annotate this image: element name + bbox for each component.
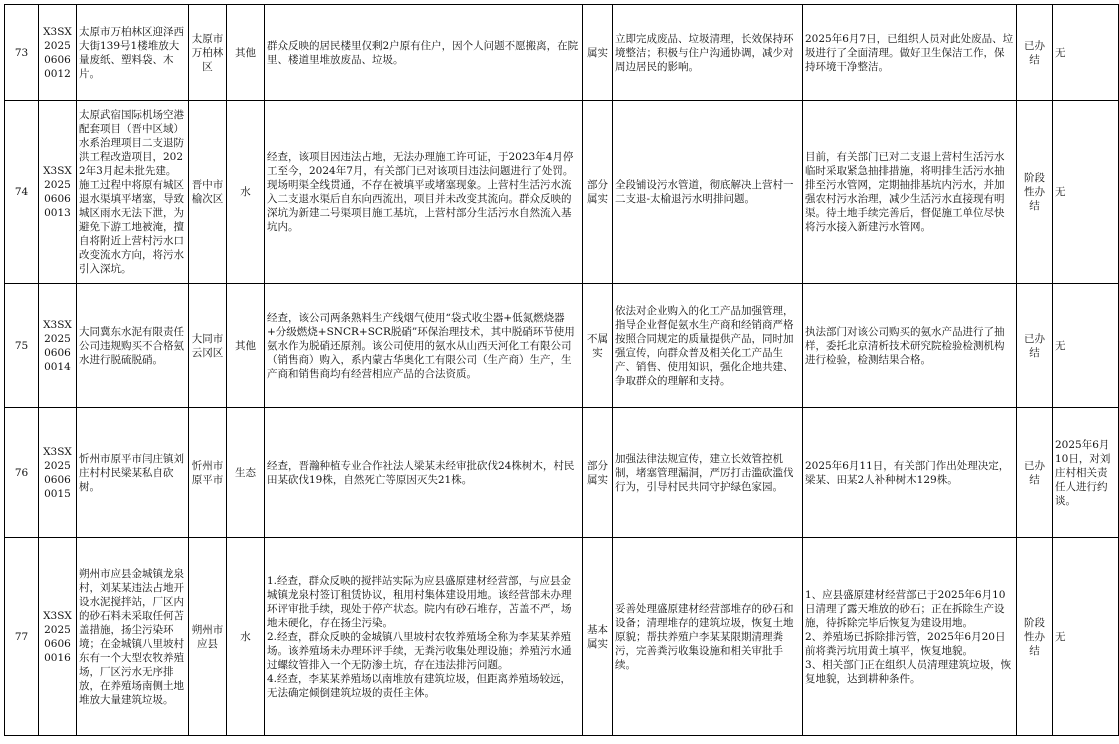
handling-plan: 妥善处理盛原建材经营部堆存的砂石和设备；清理堆存的建筑垃圾，恢复土地原貌；帮扶养殖户李某某限期清理粪污，完善粪污收集设施和相关审批手续。 (613, 538, 803, 736)
complaint-content: 忻州市原平市闫庄镇刘庄村村民梁某私自砍树。 (77, 408, 189, 538)
complaint-content: 太原武宿国际机场空港配套项目（晋中区域）水系治理项目二支退防洪工程改造项目，2022年3月起未批先建。施工过程中将原有城区退水渠填平堵塞，导致城区雨水无法下泄，为避免下游工地被淹，擅自将附近上营村污水口改变流水方向，将污水引入深坑。 (77, 101, 189, 284)
handling-plan: 全段铺设污水管道，彻底解决上营村一二支退-太榆退污水明排问题。 (613, 101, 803, 284)
verdict: 部分属实 (583, 408, 613, 538)
district: 太原市万柏林区 (189, 5, 227, 101)
table-row (5, 5, 1119, 101)
status: 阶段性办结 (1017, 538, 1053, 736)
table-row (5, 284, 1119, 408)
accountability: 无 (1053, 101, 1119, 284)
pollution-type: 其他 (227, 5, 265, 101)
case-code: X3SX202506060012 (39, 5, 77, 101)
district: 朔州市应县 (189, 538, 227, 736)
verdict: 部分属实 (583, 101, 613, 284)
verdict: 基本属实 (583, 538, 613, 736)
row-number: 73 (5, 5, 39, 101)
case-code: X3SX202506060014 (39, 284, 77, 408)
handling-result: 1、应县盛原建材经营部已于2025年6月10日清理了露天堆放的砂石；正在拆除生产设施，待拆除完毕后恢复为建设用地。 2、养殖场已拆除排污管，2025年6月20日前将粪污坑用黄土填平，恢复地貌。 3、相关部门正在组织人员清理建筑垃圾，恢复地貌，达到耕种条件。 (803, 538, 1017, 736)
complaint-content: 朔州市应县金城镇龙泉村，刘某某违法占地开设水泥搅拌站，厂区内的砂石料未采取任何苫盖措施，扬尘污染环境；在金城镇八里坡村东有一个大型农牧养殖场，厂区污水无序排放，在养殖场南侧土地堆放大量建筑垃圾。 (77, 538, 189, 736)
table-body (5, 5, 1119, 736)
case-code: X3SX202506060013 (39, 101, 77, 284)
district: 晋中市榆次区 (189, 101, 227, 284)
verdict: 属实 (583, 5, 613, 101)
pollution-type: 水 (227, 101, 265, 284)
accountability: 无 (1053, 538, 1119, 736)
accountability: 2025年6月10日，对刘庄村相关责任人进行约谈。 (1053, 408, 1119, 538)
status: 阶段性办结 (1017, 101, 1053, 284)
investigation: 群众反映的居民楼里仅剩2户原有住户，因个人问题不愿搬离，在院里、楼道里堆放废品、垃圾。 (265, 5, 583, 101)
complaint-table (4, 4, 1119, 736)
complaint-content: 大同冀东水泥有限责任公司违规购买不合格氨水进行脱硫脱硝。 (77, 284, 189, 408)
pollution-type: 水 (227, 538, 265, 736)
handling-result: 2025年6月11日，有关部门作出处理决定，梁某、田某2人补种树木129株。 (803, 408, 1017, 538)
case-code: X3SX202506060015 (39, 408, 77, 538)
investigation: 1.经查，群众反映的搅拌站实际为应县盛原建材经营部，与应县金城镇龙泉村签订租赁协议，租用村集体建设用地。该经营部未办理环评审批手续，现处于停产状态。院内有砂石堆存，苫盖不严，场地未硬化，存在扬尘污染。 2.经查，群众反映的金城镇八里坡村农牧养殖场全称为李某某养殖场。该养殖场未办理环评手续，无粪污收集处理设施；养殖污水通过螺纹管排入一个无防渗土坑，存在违法排污问题。 4.经查，李某某养殖场以南堆放有建筑垃圾，但距离养殖场较远，无法确定倾倒建筑垃圾的责任主体。 (265, 538, 583, 736)
row-number: 74 (5, 101, 39, 284)
pollution-type: 其他 (227, 284, 265, 408)
handling-result: 执法部门对该公司购买的氨水产品进行了抽样，委托北京清析技术研究院检验检测机构进行检验，检测结果合格。 (803, 284, 1017, 408)
handling-result: 目前，有关部门已对二支退上营村生活污水临时采取紧急抽排措施，将明排生活污水抽排至污水管网，定期抽排基坑内污水，并加强农村污水治理，减少生活污水直接现有明渠。待土地手续完善后，督促施工单位尽快将污水接入新建污水管网。 (803, 101, 1017, 284)
handling-plan: 加强法律法规宣传，建立长效管控机制，堵塞管理漏洞，严厉打击滥砍滥伐行为，引导村民共同守护绿色家园。 (613, 408, 803, 538)
row-number: 75 (5, 284, 39, 408)
handling-plan: 立即完成废品、垃圾清理，长效保持环境整洁；积极与住户沟通协调，减少对周边居民的影响。 (613, 5, 803, 101)
table-row (5, 538, 1119, 736)
verdict: 不属实 (583, 284, 613, 408)
investigation: 经查，该项目因违法占地，无法办理施工许可证，于2023年4月停工至今，2024年7月，有关部门已对该项目违法问题进行了处罚。现场明渠全线贯通，不存在被填平或堵塞现象。上营村生活污水流入二支退水渠后自东向西流出，项目并未改变其流向。群众反映的深坑为新建二号渠项目施工基坑，上营村部分生活污水自然流入基坑内。 (265, 101, 583, 284)
status: 已办结 (1017, 5, 1053, 101)
accountability: 无 (1053, 284, 1119, 408)
pollution-type: 生态 (227, 408, 265, 538)
district: 大同市云冈区 (189, 284, 227, 408)
handling-result: 2025年6月7日，已组织人员对此处废品、垃圾进行了全面清理。做好卫生保洁工作，保持环境干净整洁。 (803, 5, 1017, 101)
status: 已办结 (1017, 284, 1053, 408)
table-row (5, 101, 1119, 284)
status: 已办结 (1017, 408, 1053, 538)
accountability: 无 (1053, 5, 1119, 101)
row-number: 77 (5, 538, 39, 736)
district: 忻州市原平市 (189, 408, 227, 538)
complaint-content: 太原市万柏林区迎泽西大街139号1楼堆放大量废纸、塑料袋、木片。 (77, 5, 189, 101)
row-number: 76 (5, 408, 39, 538)
table-row (5, 408, 1119, 538)
investigation: 经查，该公司两条熟料生产线烟气使用“袋式收尘器+低氮燃烧器+分级燃烧+SNCR+SCR脱硝”环保治理技术，其中脱硝环节使用氨水作为脱硝还原剂。该公司使用的氨水从山西天河化工有限公司（销售商）购入，系内蒙古华奥化工有限公司（生产商）生产，生产商和销售商均有经营相应产品的合法资质。 (265, 284, 583, 408)
case-code: X3SX202506060016 (39, 538, 77, 736)
investigation: 经查，晋瀚种植专业合作社法人梁某未经审批砍伐24株树木，村民田某砍伐19株，自然死亡等原因灭失21株。 (265, 408, 583, 538)
handling-plan: 依法对企业购入的化工产品加强管理，指导企业督促氨水生产商和经销商严格按照合同规定的质量提供产品，同时加强宣传，向群众普及相关化工产品生产、销售、使用知识，强化企地共建、争取群众的理解和支持。 (613, 284, 803, 408)
